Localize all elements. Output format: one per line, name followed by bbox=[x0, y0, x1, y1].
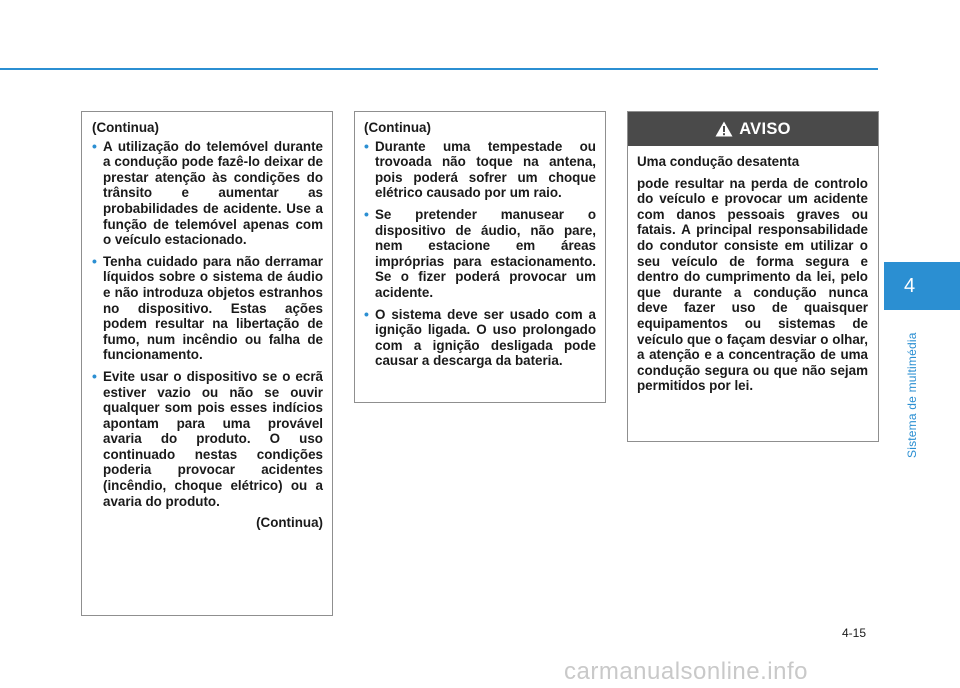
page-number: 4-15 bbox=[842, 626, 867, 640]
caution-box-continued-2 bbox=[354, 111, 606, 403]
bullet-list bbox=[92, 139, 323, 510]
list-item: • Se pretender manusear o dispositivo de áudio, não pare, nem estacione em áreas impróprias para estacionamento. Se o fizer poderá provocar um acidente. bbox=[364, 205, 596, 300]
warning-body bbox=[628, 146, 878, 394]
chapter-number: 4 bbox=[904, 274, 916, 297]
chapter-tab bbox=[884, 262, 960, 310]
warning-header-label: AVISO bbox=[739, 119, 791, 138]
continued-label-top: (Continua) bbox=[364, 120, 431, 135]
watermark-text: carmanualsonline.info bbox=[564, 658, 808, 685]
warning-triangle-icon bbox=[715, 121, 733, 137]
chapter-title: Sistema de multimédia bbox=[905, 332, 919, 458]
warning-header bbox=[628, 112, 878, 146]
bullet-list bbox=[364, 139, 596, 369]
bullet-dot-icon: • bbox=[92, 367, 97, 384]
continued-label-top: (Continua) bbox=[92, 120, 159, 135]
list-item: • A utilização do telemóvel durante a condução pode fazê-lo deixar de prestar atenção às condições do trânsito e aumentar as probabilidades de acidente. Use a função de telemóvel apenas com o veículo estacionado. bbox=[92, 137, 323, 248]
bullet-dot-icon: • bbox=[364, 305, 369, 322]
warning-box bbox=[627, 111, 879, 442]
list-item: • O sistema deve ser usado com a ignição ligada. O uso prolongado com a ignição desligada pode causar a descarga da bateria. bbox=[364, 305, 596, 369]
bullet-dot-icon: • bbox=[92, 137, 97, 154]
list-item: • Durante uma tempestade ou trovoada não toque na antena, pois poderá sofrer um choque elétrico causado por um raio. bbox=[364, 137, 596, 201]
warning-text: pode resultar na perda de controlo do veículo e provocar um acidente com danos pessoais graves ou fatais. A principal responsabilidade do condutor consiste em utilizar o seu veículo de forma segura e dentro do cumprimento da lei, pelo que durante a condução nunca deve fazer uso de quaisquer equipamentos ou sistemas de veículo que o façam desviar o olhar, a atenção e a concentração de uma condução segura ou que não sejam permitidos por lei. bbox=[637, 175, 868, 394]
list-item: • Tenha cuidado para não derramar líquidos sobre o sistema de áudio e não introduza objetos estranhos no dispositivo. Estas ações podem resultar na libertação de fumo, num incêndio ou falha de funcionamento. bbox=[92, 252, 323, 363]
header-rule bbox=[0, 68, 878, 70]
caution-box-continued-1 bbox=[81, 111, 333, 616]
bullet-dot-icon: • bbox=[364, 137, 369, 154]
warning-title: Uma condução desatenta bbox=[637, 154, 800, 169]
bullet-dot-icon: • bbox=[364, 205, 369, 222]
continued-label-bottom: (Continua) bbox=[256, 515, 323, 531]
list-item: • Evite usar o dispositivo se o ecrã estiver vazio ou não se ouvir qualquer som pois esses indícios apontam para uma provável avaria do produto. O uso continuado nestas condições poderia provocar acidentes (incêndio, choque elétrico) ou a avaria do produto. bbox=[92, 367, 323, 509]
bullet-dot-icon: • bbox=[92, 252, 97, 269]
